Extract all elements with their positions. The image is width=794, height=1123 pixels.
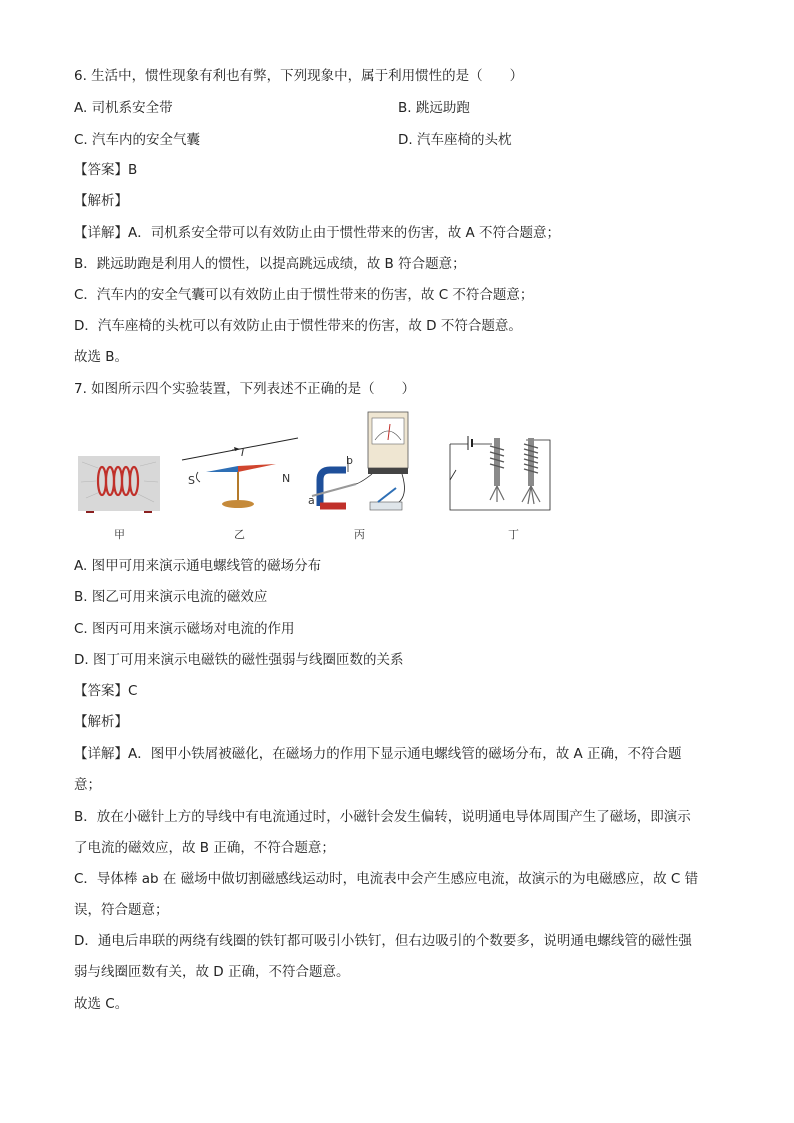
q7-detail-line: 意；: [74, 777, 101, 793]
q6-detail-line: B．跳远助跑是利用人的惯性，以提高跳远成绩，故 B 符合题意；: [74, 256, 466, 272]
q6-detail-line: D．汽车座椅的头枕可以有效防止由于惯性带来的伤害，故 D 不符合题意。: [74, 318, 522, 334]
q7-option-c: C. 图丙可用来演示磁场对电流的作用: [74, 621, 295, 637]
figure-ding-electromagnets: [444, 428, 560, 520]
q6-analysis-label: 【解析】: [74, 193, 128, 209]
q7-detail-line: 弱与线圈匝数有关，故 D 正确，不符合题意。: [74, 964, 350, 980]
q7-detail-line: 【详解】A．图甲小铁屑被磁化，在磁场力的作用下显示通电螺线管的磁场分布，故 A 正确，不符合题: [74, 746, 682, 762]
n-pole-label: N: [282, 472, 291, 485]
figure-yi-compass: [178, 420, 300, 520]
q7-option-d: D. 图丁可用来演示电磁铁的磁性强弱与线圈匝数的关系: [74, 652, 404, 668]
q6-option-c: C. 汽车内的安全气囊: [74, 132, 201, 148]
q7-answer: 【答案】C: [74, 683, 138, 699]
figure-jia-solenoid: [78, 448, 160, 518]
experiment-figures: [74, 410, 574, 540]
q7-detail-line: C．导体棒 ab 在 磁场中做切割磁感线运动时，电流表中会产生感应电流，故演示的为电磁感应，故 C 错: [74, 871, 699, 887]
q6-option-b: B. 跳远助跑: [398, 100, 470, 116]
q7-detail-line: D．通电后串联的两绕有线圈的铁钉都可吸引小铁钉，但右边吸引的个数要多，说明通电螺线管的磁性强: [74, 933, 692, 949]
question-7-stem: 7. 如图所示四个实验装置，下列表述不正确的是（ ）: [74, 381, 416, 397]
q6-answer: 【答案】B: [74, 162, 138, 178]
a-label: a: [308, 494, 315, 507]
q7-detail-line: 误，符合题意；: [74, 902, 169, 918]
q7-option-b: B. 图乙可用来演示电流的磁效应: [74, 589, 268, 605]
q7-detail-line: 了电流的磁效应，故 B 正确，不符合题意；: [74, 840, 335, 856]
q7-option-a: A. 图甲可用来演示通电螺线管的磁场分布: [74, 558, 322, 574]
q6-option-d: D. 汽车座椅的头枕: [398, 132, 512, 148]
caption-bing: 丙: [354, 528, 365, 541]
caption-jia: 甲: [114, 528, 125, 541]
q6-option-a: A. 司机系安全带: [74, 100, 173, 116]
q7-detail-line: B．放在小磁针上方的导线中有电流通过时，小磁针会发生偏转，说明通电导体周围产生了磁场，即演示: [74, 809, 691, 825]
current-label: I: [241, 446, 245, 459]
q7-analysis-label: 【解析】: [74, 714, 128, 730]
figure-bing-induction: [306, 410, 416, 520]
s-pole-label: S: [188, 474, 195, 487]
caption-ding: 丁: [508, 528, 519, 541]
caption-yi: 乙: [234, 528, 245, 541]
q6-detail-line: C．汽车内的安全气囊可以有效防止由于惯性带来的伤害，故 C 不符合题意；: [74, 287, 534, 303]
q6-conclusion: 故选 B。: [74, 349, 129, 365]
b-label: b: [346, 454, 353, 467]
q7-conclusion: 故选 C。: [74, 996, 129, 1012]
q6-detail-line: 【详解】A．司机系安全带可以有效防止由于惯性带来的伤害，故 A 不符合题意；: [74, 225, 561, 241]
question-6-stem: 6. 生活中，惯性现象有利也有弊，下列现象中，属于利用惯性的是（ ）: [74, 68, 524, 84]
